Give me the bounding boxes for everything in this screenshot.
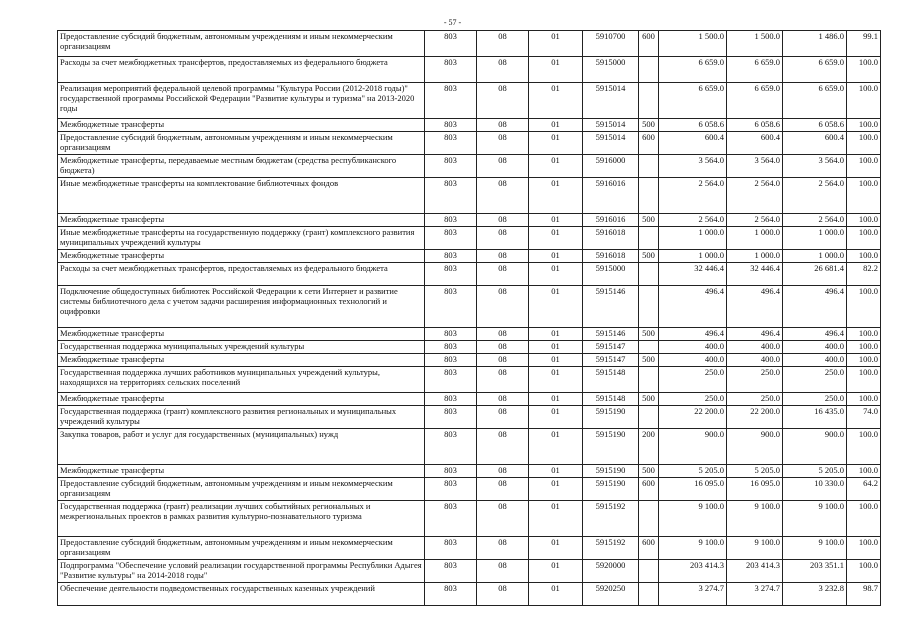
cell-csr: 5915000 [583,57,639,83]
cell-vr: 200 [639,429,659,465]
cell-pct: 100.0 [847,227,881,250]
table-row [58,57,881,83]
cell-pr: 01 [529,367,583,393]
cell-isp: 3 232.8 [783,583,847,606]
cell-pr: 01 [529,155,583,178]
cell-isp: 400.0 [783,354,847,367]
cell-vr: 500 [639,354,659,367]
table-row [58,478,881,501]
cell-utv: 400.0 [727,341,783,354]
table-row [58,367,881,393]
cell-csr: 5915147 [583,354,639,367]
cell-ved: 803 [425,31,477,57]
cell-plan: 1 000.0 [659,227,727,250]
cell-isp: 250.0 [783,393,847,406]
cell-rz: 08 [477,214,529,227]
table-row [58,83,881,119]
cell-rz: 08 [477,583,529,606]
cell-csr: 5915146 [583,328,639,341]
cell-pr: 01 [529,132,583,155]
cell-ved: 803 [425,501,477,537]
cell-plan: 6 659.0 [659,57,727,83]
cell-plan: 3 564.0 [659,155,727,178]
cell-pct: 74.0 [847,406,881,429]
table-row [58,155,881,178]
cell-rz: 08 [477,250,529,263]
cell-ved: 803 [425,429,477,465]
cell-isp: 1 000.0 [783,227,847,250]
cell-name: Межбюджетные трансферты, передаваемые местным бюджетам (средства республиканского бюджета) [58,155,425,178]
cell-vr [639,178,659,214]
cell-pct: 100.0 [847,178,881,214]
cell-utv: 250.0 [727,367,783,393]
cell-pr: 01 [529,214,583,227]
cell-pr: 01 [529,478,583,501]
cell-plan: 9 100.0 [659,501,727,537]
cell-isp: 9 100.0 [783,501,847,537]
cell-vr: 600 [639,478,659,501]
cell-rz: 08 [477,406,529,429]
table-row [58,31,881,57]
cell-rz: 08 [477,83,529,119]
cell-pr: 01 [529,429,583,465]
cell-utv: 9 100.0 [727,501,783,537]
cell-ved: 803 [425,367,477,393]
cell-pct: 99.1 [847,31,881,57]
cell-pct: 100.0 [847,501,881,537]
cell-pct: 100.0 [847,57,881,83]
cell-utv: 3 564.0 [727,155,783,178]
cell-ved: 803 [425,155,477,178]
table-row [58,583,881,606]
cell-name: Иные межбюджетные трансферты на государственную поддержку (грант) комплексного развития муниципальных учреждений культуры [58,227,425,250]
cell-ved: 803 [425,263,477,286]
cell-isp: 203 351.1 [783,560,847,583]
cell-vr [639,560,659,583]
cell-ved: 803 [425,328,477,341]
cell-rz: 08 [477,501,529,537]
cell-rz: 08 [477,132,529,155]
cell-rz: 08 [477,367,529,393]
cell-name: Расходы за счет межбюджетных трансфертов, предоставляемых из федерального бюджета [58,263,425,286]
table-row [58,132,881,155]
cell-csr: 5915000 [583,263,639,286]
cell-ved: 803 [425,354,477,367]
cell-rz: 08 [477,119,529,132]
cell-utv: 496.4 [727,328,783,341]
cell-plan: 32 446.4 [659,263,727,286]
cell-name: Государственная поддержка лучших работников муниципальных учреждений культуры, находящихся на территориях сельских поселений [58,367,425,393]
cell-plan: 2 564.0 [659,214,727,227]
cell-vr [639,227,659,250]
cell-pct: 100.0 [847,367,881,393]
table-row [58,465,881,478]
cell-pct: 100.0 [847,465,881,478]
cell-pct: 100.0 [847,354,881,367]
cell-rz: 08 [477,328,529,341]
cell-plan: 2 564.0 [659,178,727,214]
table-row [58,537,881,560]
table-row [58,214,881,227]
cell-utv: 400.0 [727,354,783,367]
cell-ved: 803 [425,465,477,478]
cell-pct: 100.0 [847,83,881,119]
cell-plan: 900.0 [659,429,727,465]
cell-rz: 08 [477,227,529,250]
cell-plan: 250.0 [659,393,727,406]
cell-pct: 100.0 [847,119,881,132]
page-number: - 57 - [443,18,462,27]
cell-ved: 803 [425,341,477,354]
cell-csr: 5915014 [583,119,639,132]
cell-csr: 5916016 [583,178,639,214]
table-row [58,250,881,263]
cell-rz: 08 [477,429,529,465]
cell-rz: 08 [477,155,529,178]
table-row [58,227,881,250]
cell-pct: 100.0 [847,393,881,406]
cell-utv: 2 564.0 [727,178,783,214]
cell-csr: 5915147 [583,341,639,354]
cell-vr [639,341,659,354]
cell-rz: 08 [477,478,529,501]
cell-isp: 3 564.0 [783,155,847,178]
cell-pr: 01 [529,227,583,250]
cell-name: Подпрограмма "Обеспечение условий реализации государственной программы Республики Адыгея "Развитие культуры" на 2014-2018 годы" [58,560,425,583]
cell-plan: 600.4 [659,132,727,155]
cell-utv: 5 205.0 [727,465,783,478]
cell-vr: 500 [639,393,659,406]
table-row [58,354,881,367]
table-row [58,429,881,465]
cell-rz: 08 [477,393,529,406]
cell-pr: 01 [529,286,583,328]
cell-rz: 08 [477,263,529,286]
cell-csr: 5916000 [583,155,639,178]
cell-isp: 5 205.0 [783,465,847,478]
cell-pr: 01 [529,583,583,606]
table-row [58,393,881,406]
cell-vr [639,501,659,537]
cell-csr: 5916018 [583,227,639,250]
cell-isp: 900.0 [783,429,847,465]
table-row [58,178,881,214]
cell-pct: 100.0 [847,132,881,155]
cell-pct: 64.2 [847,478,881,501]
cell-vr [639,57,659,83]
cell-utv: 1 500.0 [727,31,783,57]
budget-table-container [57,30,880,606]
cell-ved: 803 [425,227,477,250]
cell-rz: 08 [477,560,529,583]
cell-isp: 496.4 [783,328,847,341]
cell-vr: 600 [639,132,659,155]
cell-csr: 5915192 [583,537,639,560]
cell-vr: 500 [639,119,659,132]
cell-plan: 496.4 [659,328,727,341]
cell-vr [639,155,659,178]
cell-pct: 100.0 [847,286,881,328]
cell-plan: 5 205.0 [659,465,727,478]
cell-name: Межбюджетные трансферты [58,465,425,478]
cell-plan: 22 200.0 [659,406,727,429]
cell-pct: 100.0 [847,214,881,227]
cell-name: Межбюджетные трансферты [58,393,425,406]
cell-pr: 01 [529,328,583,341]
cell-rz: 08 [477,537,529,560]
budget-table [57,30,881,606]
cell-ved: 803 [425,537,477,560]
cell-isp: 6 058.6 [783,119,847,132]
cell-utv: 6 659.0 [727,83,783,119]
cell-plan: 496.4 [659,286,727,328]
table-row [58,119,881,132]
cell-isp: 250.0 [783,367,847,393]
cell-ved: 803 [425,83,477,119]
cell-vr: 500 [639,328,659,341]
cell-csr: 5915146 [583,286,639,328]
cell-isp: 1 486.0 [783,31,847,57]
cell-name: Предоставление субсидий бюджетным, автономным учреждениям и иным некоммерческим организациям [58,132,425,155]
cell-rz: 08 [477,465,529,478]
cell-utv: 6 659.0 [727,57,783,83]
cell-pr: 01 [529,250,583,263]
cell-name: Межбюджетные трансферты [58,214,425,227]
cell-csr: 5915014 [583,83,639,119]
table-row [58,501,881,537]
cell-name: Межбюджетные трансферты [58,328,425,341]
cell-utv: 9 100.0 [727,537,783,560]
cell-rz: 08 [477,31,529,57]
cell-vr: 500 [639,214,659,227]
cell-pr: 01 [529,83,583,119]
cell-isp: 9 100.0 [783,537,847,560]
cell-csr: 5915148 [583,367,639,393]
cell-utv: 600.4 [727,132,783,155]
cell-pr: 01 [529,354,583,367]
cell-isp: 26 681.4 [783,263,847,286]
cell-pr: 01 [529,178,583,214]
cell-pr: 01 [529,31,583,57]
cell-pr: 01 [529,393,583,406]
cell-pr: 01 [529,501,583,537]
cell-vr: 500 [639,250,659,263]
cell-utv: 250.0 [727,393,783,406]
cell-ved: 803 [425,119,477,132]
cell-pct: 98.7 [847,583,881,606]
cell-rz: 08 [477,178,529,214]
cell-name: Государственная поддержка (грант) реализации лучших событийных региональных и межрегиональных проектов в рамках развития культурно-познавательного туризма [58,501,425,537]
cell-csr: 5910700 [583,31,639,57]
cell-vr [639,583,659,606]
cell-plan: 1 000.0 [659,250,727,263]
cell-csr: 5916016 [583,214,639,227]
cell-rz: 08 [477,341,529,354]
cell-name: Предоставление субсидий бюджетным, автономным учреждениям и иным некоммерческим организациям [58,537,425,560]
cell-ved: 803 [425,132,477,155]
cell-utv: 496.4 [727,286,783,328]
cell-rz: 08 [477,354,529,367]
cell-isp: 6 659.0 [783,57,847,83]
cell-utv: 32 446.4 [727,263,783,286]
cell-isp: 2 564.0 [783,214,847,227]
cell-utv: 3 274.7 [727,583,783,606]
cell-utv: 900.0 [727,429,783,465]
cell-pct: 100.0 [847,537,881,560]
cell-name: Межбюджетные трансферты [58,119,425,132]
table-row [58,560,881,583]
cell-pr: 01 [529,57,583,83]
cell-ved: 803 [425,57,477,83]
cell-plan: 6 659.0 [659,83,727,119]
cell-name: Межбюджетные трансферты [58,250,425,263]
cell-ved: 803 [425,478,477,501]
cell-pct: 100.0 [847,155,881,178]
cell-name: Иные межбюджетные трансферты на комплектование библиотечных фондов [58,178,425,214]
table-body [58,31,881,606]
cell-pct: 100.0 [847,429,881,465]
cell-name: Межбюджетные трансферты [58,354,425,367]
cell-ved: 803 [425,393,477,406]
table-row [58,341,881,354]
cell-name: Государственная поддержка (грант) комплексного развития региональных и муниципальных учреждений культуры [58,406,425,429]
cell-pr: 01 [529,560,583,583]
cell-utv: 1 000.0 [727,250,783,263]
cell-plan: 9 100.0 [659,537,727,560]
table-row [58,406,881,429]
cell-isp: 1 000.0 [783,250,847,263]
cell-isp: 600.4 [783,132,847,155]
cell-isp: 16 435.0 [783,406,847,429]
cell-plan: 400.0 [659,354,727,367]
cell-csr: 5920250 [583,583,639,606]
cell-plan: 6 058.6 [659,119,727,132]
cell-plan: 3 274.7 [659,583,727,606]
cell-csr: 5916018 [583,250,639,263]
cell-vr [639,367,659,393]
cell-plan: 400.0 [659,341,727,354]
table-row [58,328,881,341]
cell-vr [639,286,659,328]
cell-pr: 01 [529,341,583,354]
cell-pct: 100.0 [847,250,881,263]
cell-vr [639,83,659,119]
cell-isp: 400.0 [783,341,847,354]
cell-isp: 6 659.0 [783,83,847,119]
cell-plan: 1 500.0 [659,31,727,57]
cell-vr: 600 [639,537,659,560]
cell-isp: 496.4 [783,286,847,328]
cell-rz: 08 [477,57,529,83]
cell-pr: 01 [529,263,583,286]
cell-ved: 803 [425,214,477,227]
table-row [58,286,881,328]
cell-csr: 5915014 [583,132,639,155]
cell-utv: 16 095.0 [727,478,783,501]
cell-name: Расходы за счет межбюджетных трансфертов, предоставляемых из федерального бюджета [58,57,425,83]
table-row [58,263,881,286]
cell-pct: 82.2 [847,263,881,286]
cell-ved: 803 [425,286,477,328]
cell-pr: 01 [529,119,583,132]
cell-ved: 803 [425,250,477,263]
cell-plan: 250.0 [659,367,727,393]
cell-name: Реализация мероприятий федеральной целевой программы "Культура России (2012-2018 годы)" государственной программы Российской Федерации "Развитие культуры и туризма" на 2013-2020 годы [58,83,425,119]
cell-csr: 5920000 [583,560,639,583]
cell-isp: 2 564.0 [783,178,847,214]
cell-name: Предоставление субсидий бюджетным, автономным учреждениям и иным некоммерческим организациям [58,31,425,57]
cell-utv: 6 058.6 [727,119,783,132]
cell-plan: 16 095.0 [659,478,727,501]
cell-vr [639,263,659,286]
cell-isp: 10 330.0 [783,478,847,501]
cell-utv: 203 414.3 [727,560,783,583]
cell-name: Обеспечение деятельности подведомственных государственных казенных учреждений [58,583,425,606]
cell-ved: 803 [425,583,477,606]
cell-csr: 5915190 [583,429,639,465]
cell-pct: 100.0 [847,341,881,354]
cell-csr: 5915190 [583,406,639,429]
cell-plan: 203 414.3 [659,560,727,583]
cell-pr: 01 [529,537,583,560]
cell-name: Закупка товаров, работ и услуг для государственных (муниципальных) нужд [58,429,425,465]
cell-pr: 01 [529,465,583,478]
cell-vr [639,406,659,429]
cell-ved: 803 [425,560,477,583]
cell-ved: 803 [425,406,477,429]
cell-name: Государственная поддержка муниципальных учреждений культуры [58,341,425,354]
cell-csr: 5915190 [583,478,639,501]
cell-name: Подключение общедоступных библиотек Российской Федерации к сети Интернет и развитие системы библиотечного дела с учетом задачи расширения информационных технологий и оцифровки [58,286,425,328]
cell-pct: 100.0 [847,560,881,583]
cell-name: Предоставление субсидий бюджетным, автономным учреждениям и иным некоммерческим организациям [58,478,425,501]
cell-ved: 803 [425,178,477,214]
cell-pr: 01 [529,406,583,429]
cell-utv: 2 564.0 [727,214,783,227]
cell-csr: 5915148 [583,393,639,406]
cell-csr: 5915190 [583,465,639,478]
cell-pct: 100.0 [847,328,881,341]
cell-vr: 500 [639,465,659,478]
cell-vr: 600 [639,31,659,57]
cell-csr: 5915192 [583,501,639,537]
cell-utv: 22 200.0 [727,406,783,429]
cell-utv: 1 000.0 [727,227,783,250]
cell-rz: 08 [477,286,529,328]
